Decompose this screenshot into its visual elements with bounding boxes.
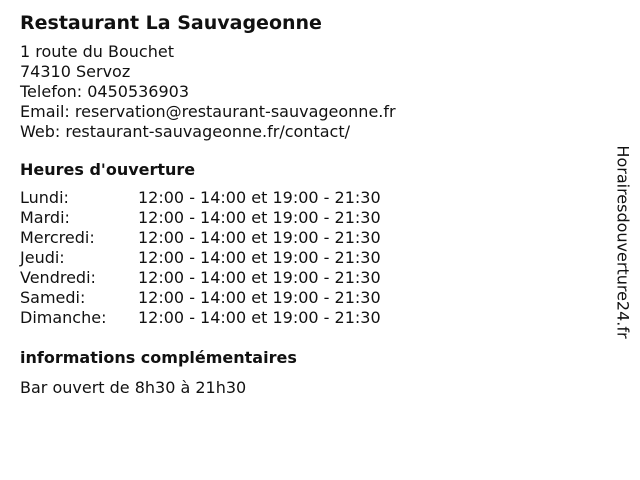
- day-times: 12:00 - 14:00 et 19:00 - 21:30: [138, 208, 381, 227]
- day-times: 12:00 - 14:00 et 19:00 - 21:30: [138, 288, 381, 307]
- day-label: Dimanche:: [20, 308, 107, 327]
- hours-row-sunday: [20, 308, 600, 328]
- hours-heading: Heures d'ouverture: [20, 160, 196, 179]
- hours-row-thursday: [20, 248, 600, 268]
- day-times: 12:00 - 14:00 et 19:00 - 21:30: [138, 228, 381, 247]
- day-times: 12:00 - 14:00 et 19:00 - 21:30: [138, 248, 381, 267]
- restaurant-name: Restaurant La Sauvageonne: [20, 12, 322, 34]
- day-label: Vendredi:: [20, 268, 96, 287]
- hours-row-friday: [20, 268, 600, 288]
- address-city: 74310 Servoz: [20, 62, 131, 81]
- web-line[interactable]: Web: restaurant-sauvageonne.fr/contact/: [20, 122, 350, 141]
- day-label: Mardi:: [20, 208, 70, 227]
- phone-line[interactable]: Telefon: 0450536903: [20, 82, 190, 101]
- hours-row-tuesday: [20, 208, 600, 228]
- day-label: Jeudi:: [20, 248, 65, 267]
- info-text: Bar ouvert de 8h30 à 21h30: [20, 378, 247, 397]
- day-label: Mercredi:: [20, 228, 95, 247]
- address-block: [20, 42, 600, 142]
- info-heading: informations complémentaires: [20, 348, 297, 367]
- hours-row-monday: [20, 188, 600, 208]
- hours-row-wednesday: [20, 228, 600, 248]
- address-street: 1 route du Bouchet: [20, 42, 174, 61]
- email-line[interactable]: Email: reservation@restaurant-sauvageonne.fr: [20, 102, 396, 121]
- day-label: Samedi:: [20, 288, 86, 307]
- site-watermark: Horairesdouverture24.fr: [613, 145, 633, 339]
- day-label: Lundi:: [20, 188, 69, 207]
- day-times: 12:00 - 14:00 et 19:00 - 21:30: [138, 268, 381, 287]
- hours-table: [20, 188, 600, 328]
- hours-row-saturday: [20, 288, 600, 308]
- day-times: 12:00 - 14:00 et 19:00 - 21:30: [138, 188, 381, 207]
- restaurant-card: [20, 10, 600, 398]
- day-times: 12:00 - 14:00 et 19:00 - 21:30: [138, 308, 381, 327]
